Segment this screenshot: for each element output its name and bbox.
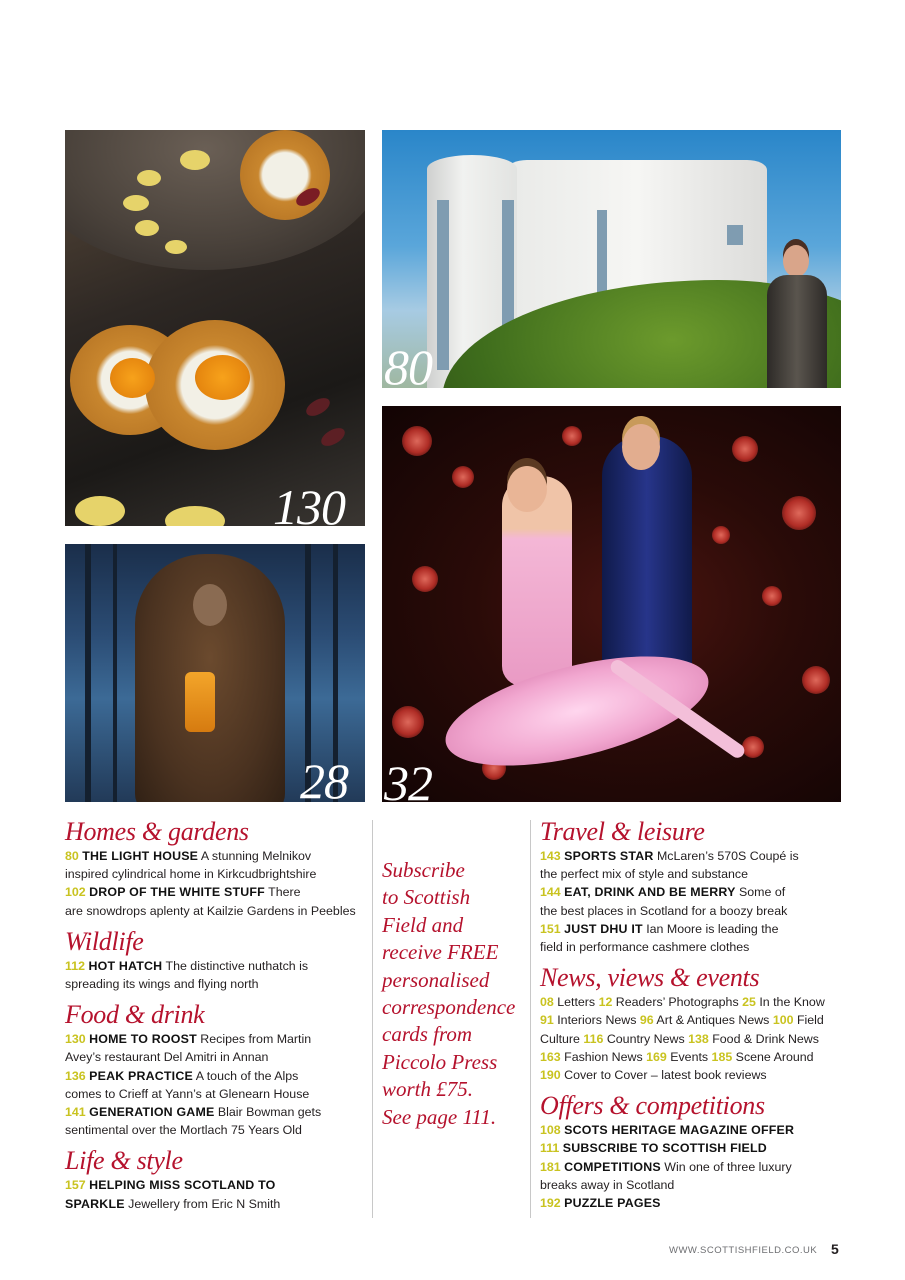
page-number-32: 32 xyxy=(384,755,432,802)
contents-entry[interactable]: 141 GENERATION GAME Blair Bowman gets sentimental over the Mortlach 75 Years Old xyxy=(65,1105,322,1138)
contents-entry[interactable]: 144 EAT, DRINK AND BE MERRY Some of the best places in Scotland for a boozy break xyxy=(540,885,788,918)
column-divider-right xyxy=(530,820,531,1218)
news-line: 190 Cover to Cover – latest book reviews xyxy=(540,1068,767,1083)
section-title-life-style: Life & style xyxy=(65,1146,183,1176)
contents-entry[interactable]: 130 HOME TO ROOST Recipes from Martin Avey’s restaurant Del Amitri in Annan xyxy=(65,1032,312,1065)
page-number-80: 80 xyxy=(384,339,432,388)
section-title-wildlife: Wildlife xyxy=(65,926,144,956)
left-contents-column xyxy=(65,817,365,1213)
contents-entry[interactable]: 112 HOT HATCH The distinctive nuthatch is spreading its wings and flying north xyxy=(65,958,309,992)
section-title-offers-competitions: Offers & competitions xyxy=(540,1091,765,1121)
news-line: 08 Letters 12 Readers’ Photographs 25 In the Know xyxy=(540,995,825,1010)
website-url[interactable]: WWW.SCOTTISHFIELD.CO.UK xyxy=(669,1245,818,1256)
scotch-egg-photo xyxy=(65,130,365,526)
section-title-food-drink: Food & drink xyxy=(65,1000,205,1030)
news-line: Culture 116 Country News 138 Food & Drink News xyxy=(540,1031,819,1046)
subscribe-promo[interactable]: Subscribe to Scottish Field and receive FREE personalised correspondence cards from Piccolo Press worth £75. See page 111. xyxy=(382,858,516,1129)
column-divider-left xyxy=(372,820,373,1218)
page-number-130: 130 xyxy=(273,479,345,526)
section-title-homes-gardens: Homes & gardens xyxy=(65,817,249,846)
light-house-photo xyxy=(382,130,841,388)
contents-entry[interactable]: 111 SUBSCRIBE TO SCOTTISH FIELD xyxy=(540,1141,767,1156)
contents-entry[interactable]: 136 PEAK PRACTICE A touch of the Alps comes to Crieff at Yann’s at Glenearn House xyxy=(65,1068,310,1101)
page-number-28: 28 xyxy=(300,753,348,802)
right-contents-column xyxy=(540,817,840,1212)
ballet-photo xyxy=(382,406,841,802)
contents-entry[interactable]: 157 HELPING MISS SCOTLAND TO SPARKLE Jewellery from Eric N Smith xyxy=(65,1178,281,1211)
contents-entry[interactable]: 181 COMPETITIONS Win one of three luxury breaks away in Scotland xyxy=(540,1159,792,1192)
news-line: 91 Interiors News 96 Art & Antiques News 100 Field xyxy=(540,1013,824,1028)
section-title-news-views-events: News, views & events xyxy=(540,963,760,993)
contents-entry[interactable]: 151 JUST DHU IT Ian Moore is leading the field in performance cashmere clothes xyxy=(540,921,779,955)
page-number: 5 xyxy=(831,1241,839,1257)
section-title-travel-leisure: Travel & leisure xyxy=(540,817,705,846)
contents-entry[interactable]: 143 SPORTS STAR McLaren’s 570S Coupé is the perfect mix of style and substance xyxy=(540,849,799,882)
contents-entry[interactable]: 102 DROP OF THE WHITE STUFF There are snowdrops aplenty at Kailzie Gardens in Peebles xyxy=(65,885,356,918)
news-line: 163 Fashion News 169 Events 185 Scene Around xyxy=(540,1049,814,1064)
contents-entry[interactable]: 80 THE LIGHT HOUSE A stunning Melnikov inspired cylindrical home in Kirkcudbrightshire xyxy=(65,849,317,882)
contents-entry[interactable]: 108 SCOTS HERITAGE MAGAZINE OFFER xyxy=(540,1123,795,1138)
monk-photo xyxy=(65,544,365,802)
contents-entry[interactable]: 192 PUZZLE PAGES xyxy=(540,1196,661,1211)
